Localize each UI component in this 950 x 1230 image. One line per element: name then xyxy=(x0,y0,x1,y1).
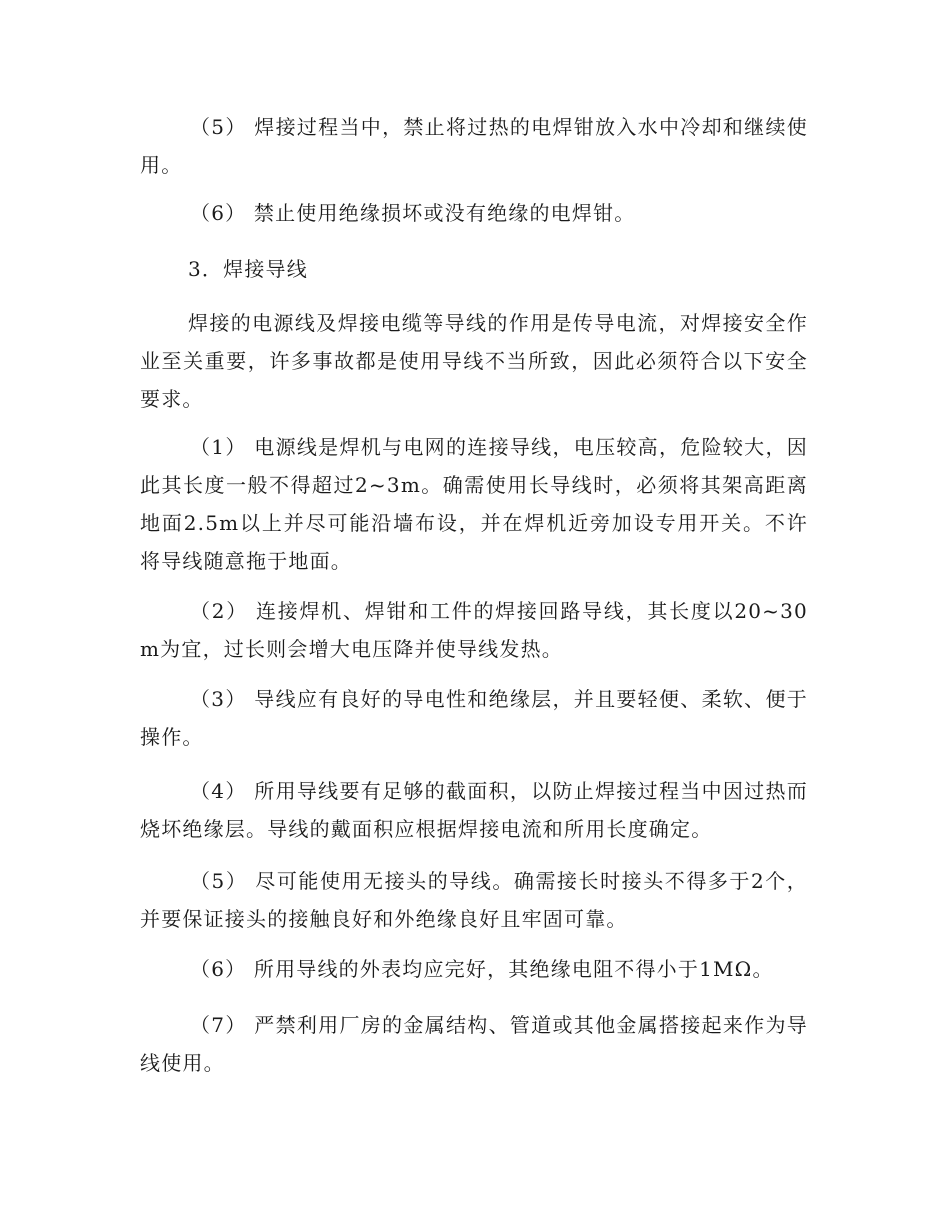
paragraph-item-3-conductivity: （3） 导线应有良好的导电性和绝缘层，并且要轻便、柔软、便于操作。 xyxy=(140,687,808,749)
paragraph-item-5-welding-clamp-cooling: （5） 焊接过程当中，禁止将过热的电焊钳放入水中冷却和继续使用。 xyxy=(140,115,808,177)
paragraph-item-2-return-line: （2） 连接焊机、焊钳和工件的焊接回路导线，其长度以20~30m为宜，过长则会增大电压降并使导线发热。 xyxy=(140,599,808,661)
paragraph-item-7-metal-structure: （7） 严禁利用厂房的金属结构、管道或其他金属搭接起来作为导线使用。 xyxy=(140,1013,808,1075)
paragraph-item-6-insulation-resistance: （6） 所用导线的外表均应完好，其绝缘电阻不得小于1MΩ。 xyxy=(190,957,774,981)
paragraph-welding-wire-intro: 焊接的电源线及焊接电缆等导线的作用是传导电流，对焊接安全作业至关重要，许多事故都是使用导线不当所致，因此必须符合以下安全要求。 xyxy=(140,311,808,411)
paragraph-item-6-damaged-insulation: （6） 禁止使用绝缘损坏或没有绝缘的电焊钳。 xyxy=(190,201,636,225)
section-heading-welding-wire: 3．焊接导线 xyxy=(188,257,308,281)
paragraph-item-4-cross-section: （4） 所用导线要有足够的截面积，以防止焊接过程当中因过热而烧坏绝缘层。导线的戴面积应根据焊接电流和所用长度确定。 xyxy=(140,779,808,841)
paragraph-item-5-joints: （5） 尽可能使用无接头的导线。确需接长时接头不得多于2个，并要保证接头的接触良好和外绝缘良好且牢固可靠。 xyxy=(140,869,808,931)
paragraph-item-1-power-line: （1） 电源线是焊机与电网的连接导线，电压较高，危险较大，因此其长度一般不得超过2~3m。确需使用长导线时，必须将其架高距离地面2.5m以上并尽可能沿墙布设，并在焊机近旁加设专用开关。不许将导线随意拖于地面。 xyxy=(140,435,808,573)
